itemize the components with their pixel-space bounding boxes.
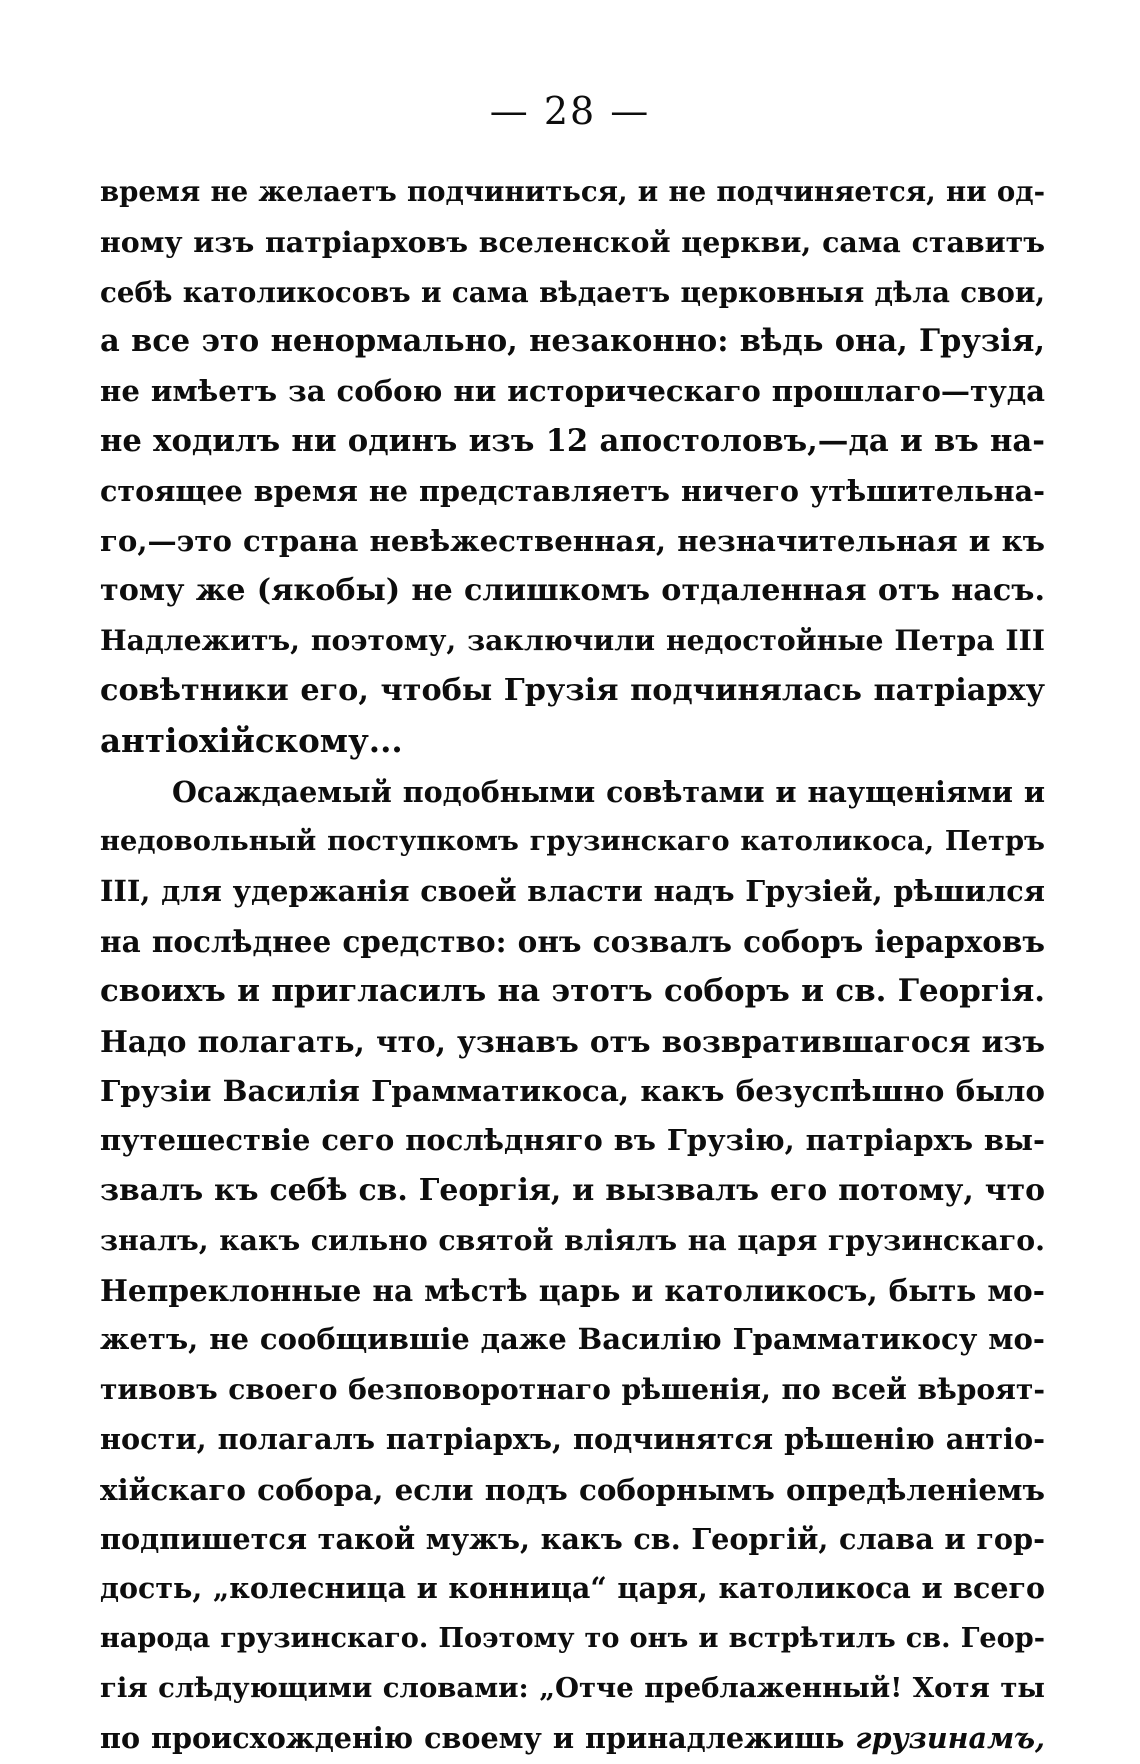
paragraph-2 [100,768,1045,1764]
text-line: путешествіе сего послѣдняго въ Грузію, патріархъ вы- [100,1123,1045,1158]
text-line: не ходилъ ни одинъ изъ 12 апостоловъ,—да и въ на- [100,422,1045,459]
text-line: себѣ католикосовъ и сама вѣдаетъ церковныя дѣла свои, [100,275,1045,309]
text-line: народа грузинскаго. Поэтому то онъ и встрѣтилъ св. Геор- [100,1623,1045,1655]
text-line: жетъ, не сообщившіе даже Василію Грамматикосу мо- [100,1322,1045,1357]
text-line: совѣтники его, чтобы Грузія подчинялась патріарху [100,672,1045,708]
text-line-final-start: по происхожденію своему и принадлежишь [100,1720,845,1755]
text-line: ному изъ патріарховъ вселенской церкви, сама ставитъ [100,224,1045,259]
text-line: Грузіи Василія Грамматикоса, какъ безуспѣшно было [100,1073,1045,1109]
text-line: го,—это страна невѣжественная, незначительная и къ [100,523,1045,558]
text-line: своихъ и пригласилъ на этотъ соборъ и св. Георгія. [100,972,1045,1009]
body-text [100,168,1045,1764]
text-line-final [100,1714,1045,1764]
text-line: Осаждаемый подобными совѣтами и наущеніями и [172,774,1045,809]
text-line: стоящее время не представляетъ ничего утѣшительна- [100,473,1045,508]
text-line: тивовъ своего безповоротнаго рѣшенія, по всей вѣроят- [100,1373,1045,1407]
italic-word: грузинамъ, [855,1720,1045,1755]
text-line: антіохійскому... [100,720,403,760]
text-line: III, для удержанія своей власти надъ Грузіей, рѣшился [100,874,1045,909]
text-line: подпишется такой мужъ, какъ св. Георгій, слава и гор- [100,1521,1045,1556]
text-line: гія слѣдующими словами: „Отче преблаженный! Хотя ты [100,1671,1045,1704]
text-line: звалъ къ себѣ св. Георгія, и вызвалъ его потому, что [100,1172,1045,1208]
text-line: тому же (якобы) не слишкомъ отдаленная отъ насъ. [100,573,1045,609]
text-line: дость, „колесница и конница“ царя, католикоса и всего [100,1571,1045,1606]
text-line: Непреклонные на мѣстѣ царь и католикосъ, быть мо- [100,1272,1045,1308]
text-line: недовольный поступкомъ грузинскаго католикоса, Петръ [100,825,1045,858]
text-line: хійскаго собора, если подъ соборнымъ опредѣленіемъ [100,1471,1045,1507]
text-line: Надо полагать, что, узнавъ отъ возвратившагося изъ [100,1023,1045,1059]
text-line: зналъ, какъ сильно святой вліялъ на царя грузинскаго. [100,1222,1045,1257]
text-line: а все это ненормально, незаконно: вѣдь она, Грузія, [100,323,1045,360]
paragraph-1 [100,168,1045,766]
text-line: время не желаетъ подчиниться, и не подчиняется, ни од- [100,176,1045,208]
page-number: — 28 — [489,89,651,133]
text-line: на послѣднее средство: онъ созвалъ соборъ іерарховъ [100,923,1045,959]
text-line: ности, полагалъ патріархъ, подчинятся рѣшенію антіо- [100,1421,1045,1456]
text-line: не имѣетъ за собою ни историческаго прошлаго—туда [100,374,1045,409]
text-line: Надлежитъ, поэтому, заключили недостойные Петра III [100,623,1045,658]
